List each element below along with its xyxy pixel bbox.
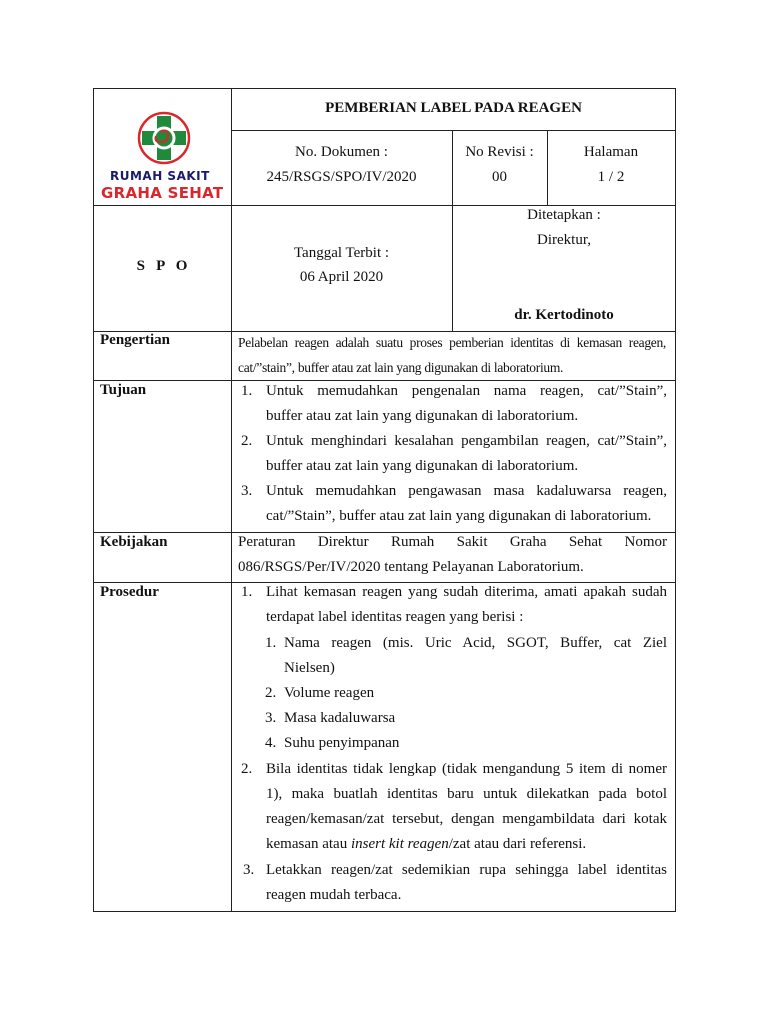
tujuan-1-line2: buffer atau zat lain yang digunakan di laboratorium. <box>266 408 579 424</box>
sub-1-line2: Nielsen) <box>284 660 335 676</box>
signatory-name: dr. Kertodinoto <box>514 307 614 323</box>
logo-emblem-icon <box>100 108 230 170</box>
pengertian-line1: Pelabelan reagen adalah suatu proses pemberian identitas di kemasan reagen, <box>238 335 666 350</box>
prosedur-1-line1: Lihat kemasan reagen yang sudah diterima, amati apakah sudah <box>266 584 667 600</box>
pengertian-line2: cat/”stain”, buffer atau zat lain yang digunakan di laboratorium. <box>238 360 564 375</box>
page-title: PEMBERIAN LABEL PADA REAGEN <box>325 100 582 116</box>
tujuan-2-line1: Untuk menghindari kesalahan pengambilan reagen, cat/”Stain”, <box>266 433 667 449</box>
prosedur-2-line4-post: /zat atau dari referensi. <box>448 836 587 852</box>
table-border <box>231 130 676 131</box>
prosedur-2-line4 <box>266 832 586 857</box>
tujuan-label: Tujuan <box>100 382 147 398</box>
sub-3-num: 3. <box>265 710 277 726</box>
table-border <box>93 911 676 912</box>
prosedur-2-line4-em: insert kit reagen <box>350 836 449 852</box>
sub-2-line1: Volume reagen <box>284 685 375 701</box>
prosedur-3-line2: reagen mudah terbaca. <box>266 887 402 903</box>
halaman-label: Halaman <box>583 144 639 160</box>
halaman-value: 1 / 2 <box>597 169 625 185</box>
prosedur-2-line2: 1), maka buatlah identitas baru untuk dilekatkan pada botol <box>266 786 667 802</box>
tujuan-3-num: 3. <box>241 483 253 499</box>
prosedur-3-line1: Letakkan reagen/zat sedemikian rupa sehingga label identitas <box>266 862 667 878</box>
prosedur-2-line1: Bila identitas tidak lengkap (tidak mengandung 5 item di nomer <box>266 761 667 777</box>
sub-3-line1: Masa kadaluwarsa <box>284 710 396 726</box>
tujuan-1-line1: Untuk memudahkan pengenalan nama reagen, cat/”Stain”, <box>266 383 667 399</box>
direktur-label: Direktur, <box>537 232 591 248</box>
tujuan-2-line2: buffer atau zat lain yang digunakan di laboratorium. <box>266 458 579 474</box>
ditetapkan-label: Ditetapkan : <box>527 207 601 223</box>
sub-4-num: 4. <box>265 735 277 751</box>
tujuan-3-line2: cat/”Stain”, buffer atau zat lain yang digunakan di laboratorium. <box>266 508 652 524</box>
sub-4-line1: Suhu penyimpanan <box>284 735 400 751</box>
kebijakan-line1: Peraturan Direktur Rumah Sakit Graha Sehat Nomor <box>238 534 667 550</box>
prosedur-3-num: 3. <box>243 862 255 878</box>
prosedur-2-num: 2. <box>241 761 253 777</box>
prosedur-label: Prosedur <box>100 584 159 600</box>
table-border <box>93 88 94 912</box>
doc-no-label: No. Dokumen : <box>295 144 388 160</box>
logo-line2: GRAHA SEHAT <box>101 184 224 202</box>
doc-no-value: 245/RSGS/SPO/IV/2020 <box>266 169 417 185</box>
prosedur-2-line4-pre: kemasan atau <box>266 836 351 852</box>
prosedur-2-line3: reagen/kemasan/zat tersebut, dengan mengambildata dari kotak <box>266 811 667 827</box>
table-border <box>93 88 676 89</box>
prosedur-1-num: 1. <box>241 584 253 600</box>
logo-line1: RUMAH SAKIT <box>110 169 210 183</box>
hospital-logo <box>100 108 230 208</box>
kebijakan-line2: 086/RSGS/Per/IV/2020 tentang Pelayanan Laboratorium. <box>238 559 584 575</box>
tujuan-3-line1: Untuk memudahkan pengawasan masa kadaluwarsa reagen, <box>266 483 667 499</box>
table-border <box>231 88 232 912</box>
prosedur-1-line2: terdapat label identitas reagen yang berisi : <box>266 609 524 625</box>
sub-1-num: 1. <box>265 635 277 651</box>
tujuan-2-num: 2. <box>241 433 253 449</box>
tujuan-1-num: 1. <box>241 383 253 399</box>
pengertian-label: Pengertian <box>100 332 170 348</box>
revisi-value: 00 <box>492 169 507 185</box>
sub-1-line1: Nama reagen (mis. Uric Acid, SGOT, Buffer, cat Ziel <box>284 635 667 651</box>
sub-2-num: 2. <box>265 685 277 701</box>
revisi-label: No Revisi : <box>465 144 534 160</box>
spo-label: S P O <box>136 258 188 274</box>
tanggal-value: 06 April 2020 <box>299 269 384 285</box>
kebijakan-label: Kebijakan <box>100 534 168 550</box>
tanggal-label: Tanggal Terbit : <box>293 245 390 261</box>
